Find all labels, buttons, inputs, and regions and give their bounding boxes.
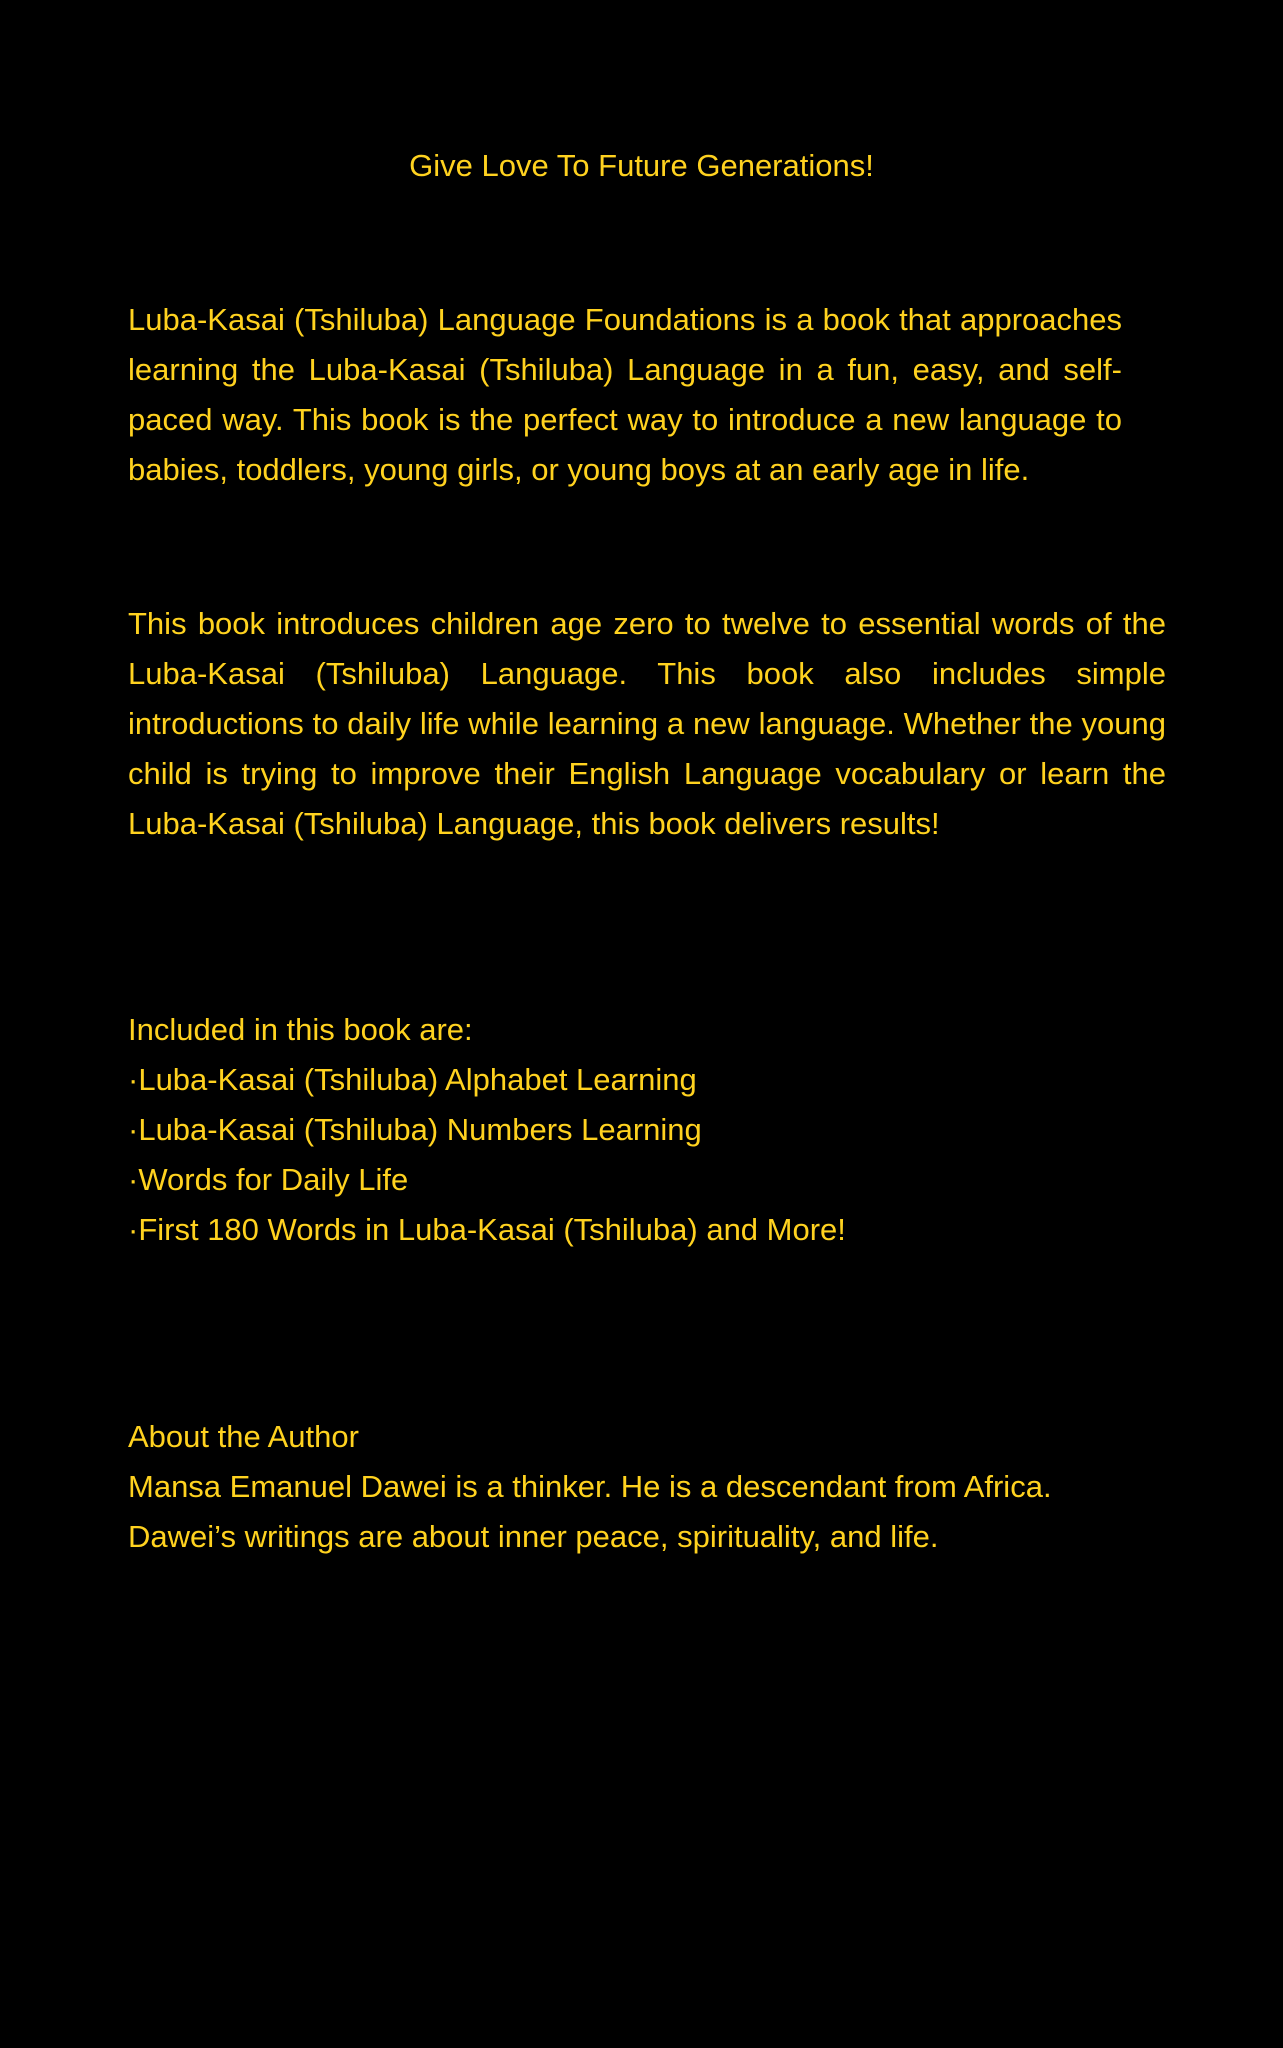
about-author-heading: About the Author: [128, 1419, 359, 1454]
headline: Give Love To Future Generations!: [409, 148, 874, 183]
about-author-section: [128, 1412, 1166, 1562]
list-item: ·First 180 Words in Luba-Kasai (Tshiluba) and More!: [128, 1212, 846, 1247]
list-item: ·Luba-Kasai (Tshiluba) Numbers Learning: [128, 1112, 702, 1147]
list-item: ·Words for Daily Life: [128, 1162, 409, 1197]
included-section: [128, 1005, 1166, 1255]
description-paragraph-1: Luba-Kasai (Tshiluba) Language Foundations is a book that approaches learning the Luba-Kasai (Tshiluba) Language in a fun, easy, and self-paced way. This book is the perfect way to introduce a new language to babies, toddlers, young girls, or young boys at an early age in life.: [128, 302, 1122, 487]
list-item: ·Luba-Kasai (Tshiluba) Alphabet Learning: [128, 1062, 697, 1097]
included-list: [128, 1055, 1166, 1255]
included-heading: Included in this book are:: [128, 1012, 473, 1047]
author-bio: Mansa Emanuel Dawei is a thinker. He is a descendant from Africa. Dawei’s writings are about inner peace, spirituality, and life.: [128, 1469, 1052, 1554]
description-paragraph-2: This book introduces children age zero to twelve to essential words of the Luba-Kasai (Tshiluba) Language. This book also includes simple introductions to daily life while learning a new language. Whether the young child is trying to improve their English Language vocabulary or learn the Luba-Kasai (Tshiluba) Language, this book delivers results!: [128, 606, 1166, 841]
